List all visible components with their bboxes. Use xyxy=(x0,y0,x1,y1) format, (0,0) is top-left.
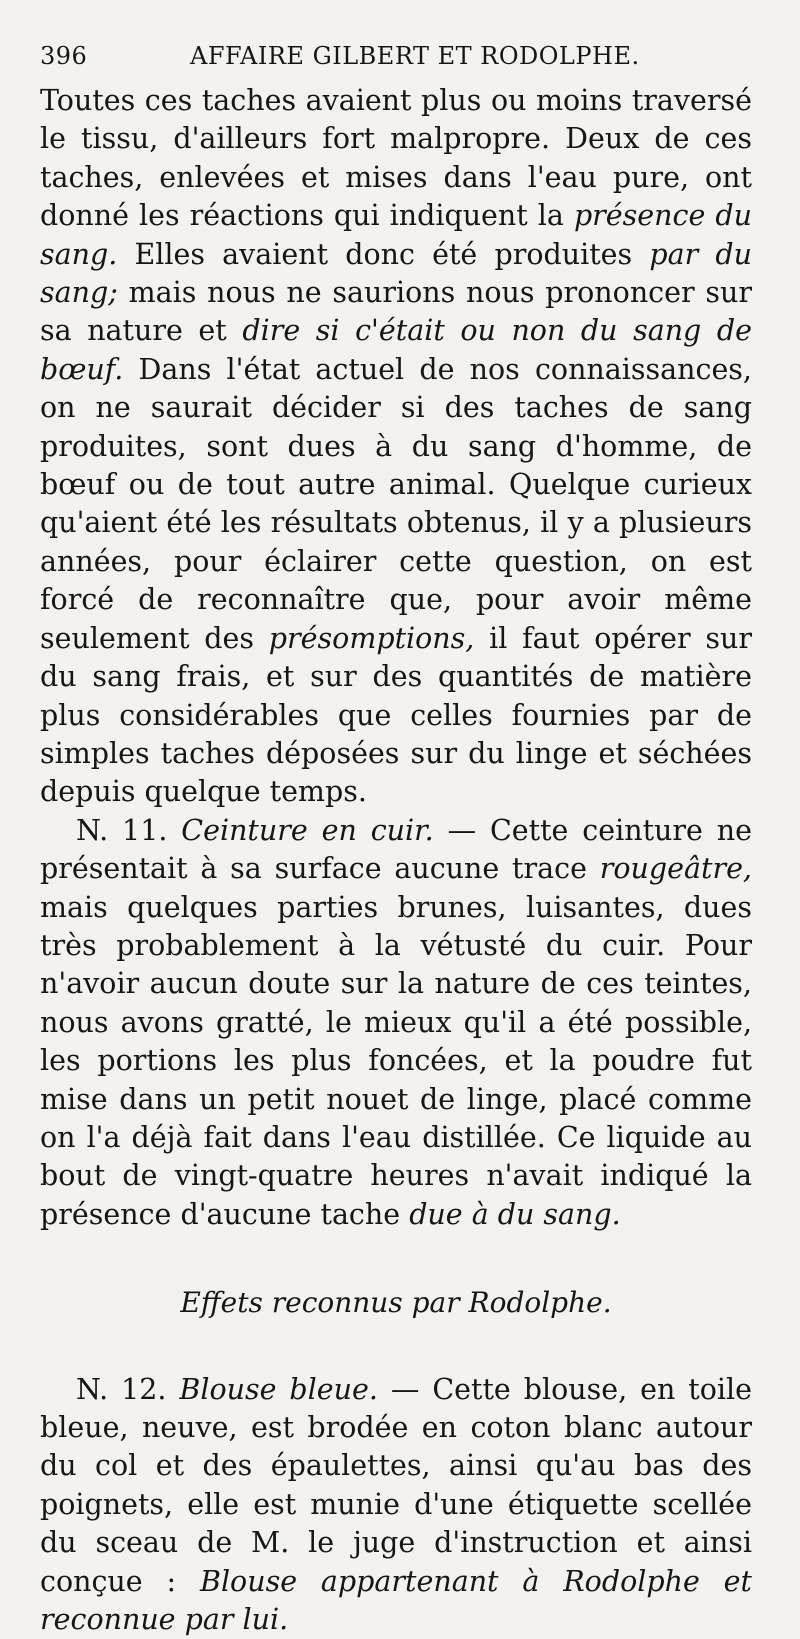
running-title: AFFAIRE GILBERT ET RODOLPHE. xyxy=(190,42,640,70)
item-label: Blouse bleue. xyxy=(179,1372,378,1406)
paragraph-item-12: N. 12. Blouse bleue. — Cette blouse, en toile bleue, neuve, est brodée en coton blanc autour du col et des épaulettes, ainsi qu'au bas des poignets, elle est munie d'une étiquette scellée du sceau de M. le juge d'instruction et ainsi conçue : Blouse appartenant à Rodolphe et reconnue par lui. xyxy=(40,1372,752,1637)
item-number: N. 11. xyxy=(76,813,182,847)
paragraph-blood-stains: Toutes ces taches avaient plus ou moins traversé le tissu, d'ailleurs fort malpropre. Deux de ces taches, enlevées et mises dans l'eau pure, ont donné les réactions qui indiquent la présence du sang. Elles avaient donc été produites par du sang; mais nous ne saurions nous prononcer sur sa nature et dire si c'était ou non du sang de bœuf. Dans l'état actuel de nos connaissances, on ne saurait décider si des taches de sang produites, sont dues à du sang d'homme, de bœuf ou de tout autre animal. Quelque curieux qu'aient été les résultats obtenus, il y a plusieurs années, pour éclairer cette question, on est forcé de reconnaître que, pour avoir même seulement des présomptions, il faut opérer sur du sang frais, et sur des quantités de matière plus considérables que celles fournies par de simples taches déposées sur du linge et séchées depuis quelque temps. xyxy=(40,84,752,809)
item-number: N. 12. xyxy=(76,1372,180,1406)
paragraph-item-11: N. 11. Ceinture en cuir. — Cette ceinture ne présentait à sa surface aucune trace rougeâtre, mais quelques parties brunes, luisantes, dues très probablement à la vétusté du cuir. Pour n'avoir aucun doute sur la nature de ces teintes, nous avons gratté, le mieux qu'il a été possible, les portions les plus foncées, et la poudre fut mise dans un petit nouet de linge, placé comme on l'a déjà fait dans l'eau distillée. Ce liquide au bout de vingt-quatre heures n'avait indiqué la présence d'aucune tache due à du sang. xyxy=(40,813,753,1231)
body-text xyxy=(40,82,752,1639)
section-heading: Effets reconnus par Rodolphe. xyxy=(180,1286,612,1320)
item-label: Ceinture en cuir. xyxy=(181,813,434,847)
running-head xyxy=(40,38,752,82)
page-number: 396 xyxy=(40,42,88,70)
